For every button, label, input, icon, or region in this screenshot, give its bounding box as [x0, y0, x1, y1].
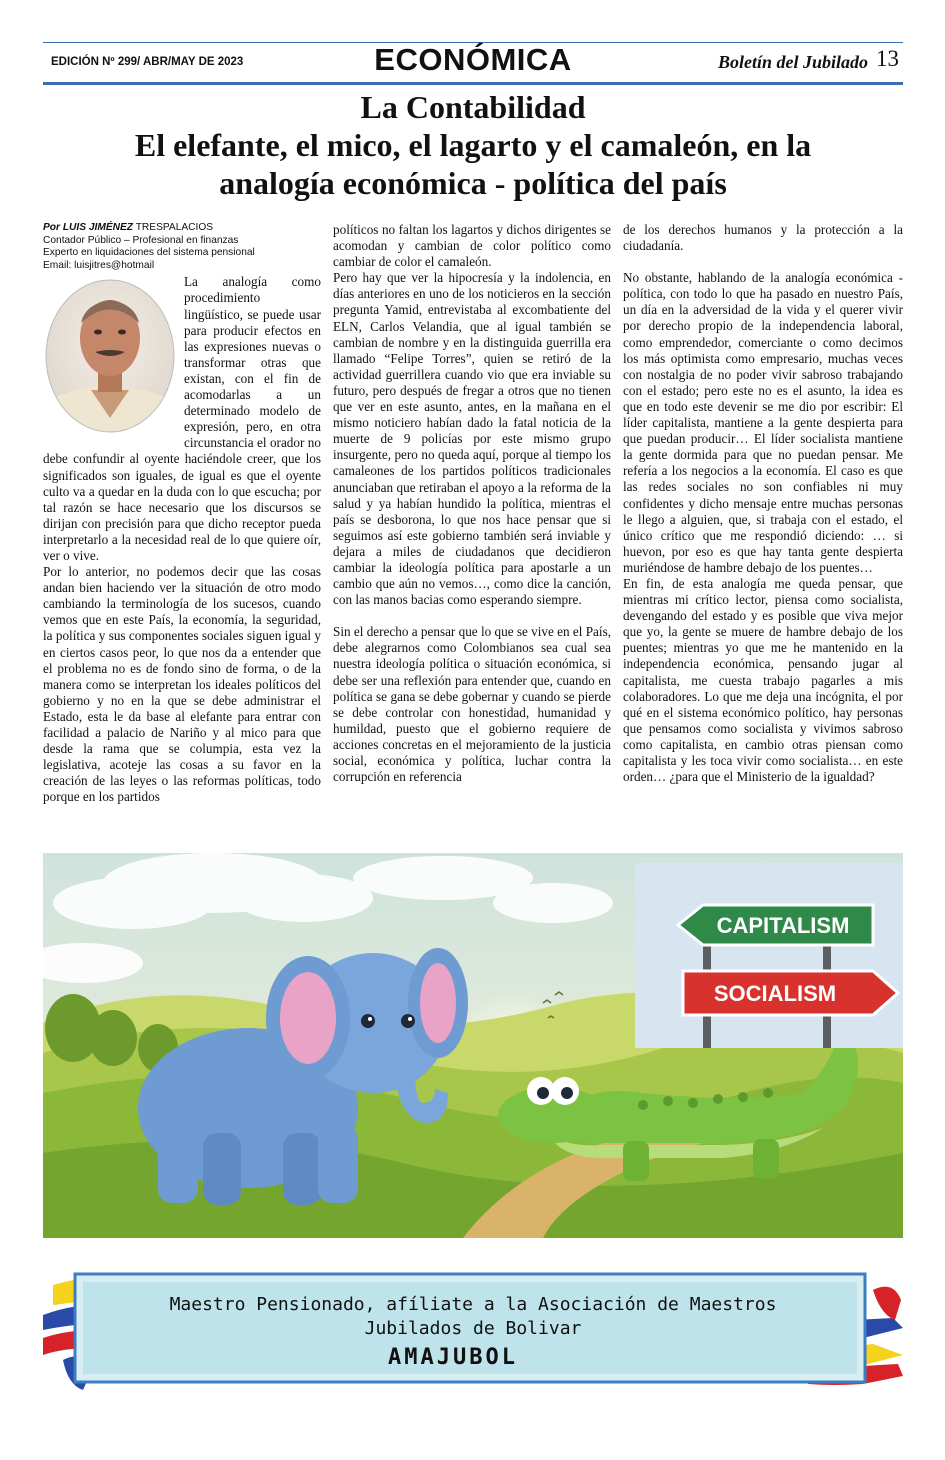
page-number: 13 — [876, 46, 899, 71]
article-illustration — [43, 853, 903, 1238]
col3-paragraph-2: No obstante, hablando de la analogía económica - política, con todo lo que ha pasado en nuestro País, un día en la adversidad de la vida y el querer vivir por derecho propio de la independencia laboral, como emprendedor, comerciante o como decimos los más optimista como empresario, muchas veces con nostalgia de no poder vivir sabroso trabajando con el estado; pero este no es el asunto, la idea es que en todo este devenir se me dio por escribir: El líder capitalista, mantiene a la gente despierta para que puedan producir… El líder socialista mantiene la gente dormida para que no puedan pensar. Me refería a los negocios a la economía. El caso es que las redes sociales no son confiables ni muy confidentes y dicho mensaje entre muchas personas le llego a alguien, que, si trabaja con el estado, el único crítico que me respondió diciendo: … si huevon, por eso es que hay tanta gente despierta muriéndose de hambre debajo de los puentes… — [623, 270, 903, 575]
amajubol-banner — [43, 1260, 903, 1400]
flag-banner-graphic — [43, 1260, 903, 1400]
title-line-3: analogía económica - política del país — [219, 165, 727, 201]
author-photo — [43, 278, 178, 438]
col2-paragraph-3: Sin el derecho a pensar que lo que se vive en el País, debe alegrarnos como Colombianos sea cual sea nuestra ideología política o situación económica, si debe ser una reflexión para entender que, cuando en política se gana se debe gobernar y cuando se pierde se debe controlar con honestidad, humanidad y humildad, puesto que el gobierno requiere de acciones concretas en el mejoramiento de la justicia social, económica y política, luchar contra la corrupción en referencia — [333, 624, 611, 785]
byline — [43, 222, 321, 272]
author-role-1: Contador Público – Profesional en finanzas — [43, 234, 239, 246]
col1-paragraph-2: Por lo anterior, no podemos decir que las cosas andan bien haciendo ver la situación de otro modo cambiando la terminología de los sucesos, cuando vemos que en este País, la economía, la seguridad, la política y sus componentes sociales siguen igual y en ciertos casos peor, lo que nos da a entender que el problema no es de fondo sino de forma, o de la manera como se interpretan los ideales políticos del gobierno y no en la que se debe administrar el Estado, esta le da base al elefante para entrar con facilidad a palacio de Nariño y al mico para que desde la rama que se columpia, esta vez la legislativa, acoteje las cosas a su favor en la creación de las leyes o las reformas políticas, todo porque en los partidos — [43, 564, 321, 805]
sign-socialism-text: SOCIALISM — [713, 981, 837, 1006]
section-title: ECONÓMICA — [374, 42, 572, 77]
title-line-1: La Contabilidad — [360, 89, 586, 125]
banner-line-2: Jubilados de Bolivar — [364, 1318, 582, 1339]
edition-label: EDICIÓN Nº 299/ ABR/MAY DE 2023 — [51, 56, 244, 68]
byline-prefix: Por — [43, 222, 60, 233]
title-line-2: El elefante, el mico, el lagarto y el camaleón, en la — [134, 127, 812, 163]
col2-paragraph-2: Pero hay que ver la hipocresía y la indolencia, en días anteriores en uno de los noticieros en la sección pregunta Yamid, entrevistaba al excombatiente del ELN, Carlos Velandia, que al igual también se cambian de nombre y en la distinguida guerrilla era llamado “Felipe Torres”, quien se retiró de la actividad guerrillera cuando vio que era inviable su futuro, pero después de fregar a otros que no tienen que ver en este asunto, antes, en la mañana en el mismo noticiero habían dado la fatal noticia de la muerte de 9 policías por este mismo grupo insurgente, pero no queda aquí, porque al tiempo los camaleones de los partidos políticos tradicionales anunciaban que retiraban el apoyo a la reforma de la salud y ya habían hundido la política, mientras el país se desborona, lo que nos hace pensar que si seguimos así este gobierno también será inviable y dejara a miles de ciudadanos que decidieron cambiar la ideología política para apostarle a un cambio que aún no vemos…, como dice la canción, con las manos bacias como esperando siempre. — [333, 270, 611, 608]
article-column-2 — [333, 222, 611, 785]
author-name-bold: LUIS JIMÉNEZ — [62, 222, 134, 233]
banner-line-1: Maestro Pensionado, afíliate a la Asociación de Maestros — [169, 1294, 777, 1315]
article-column-3 — [623, 222, 903, 785]
banner-line-3: AMAJUBOL — [388, 1345, 518, 1370]
elephant-crocodile-illustration — [43, 853, 903, 1238]
col2-paragraph-1: políticos no faltan los lagartos y dichos dirigentes se acomodan y cambian de color político como cambiar de color el camaleón. — [333, 222, 611, 270]
capitalism-socialism-sign — [635, 863, 903, 1048]
header-bottom-rule — [43, 82, 903, 85]
author-role-2: Experto en liquidaciones del sistema pensional — [43, 247, 255, 259]
article-title — [43, 88, 903, 202]
col1-paragraph-1: La analogía como procedimiento lingüístico, se puede usar para producir efectos en las expresiones nuevas o transformar otras que existan, con el fin de acomodarlas a un determinado modelo de expresión, pero, en otra circunstancia el orador no debe confundir al oyente haciéndole creer, que los significados son iguales, de igual es que el oyente culto va a quedar en la duda con lo que escucha; por tal razón se hace necesario que los discursos se dirijan con precisión para que dicho receptor pueda interpretarlo a la necesidad real de lo que quiere oír, ver o vive. — [43, 274, 321, 563]
author-email: Email: luisjitres@hotmail — [43, 259, 155, 271]
author-name-rest: TRESPALACIOS — [135, 222, 214, 233]
article-column-1 — [43, 222, 321, 805]
col3-paragraph-1: de los derechos humanos y la protección a la ciudadanía. — [623, 222, 903, 254]
sign-capitalism-text: CAPITALISM — [716, 913, 850, 938]
col3-paragraph-3: En fin, de esta analogía me queda pensar, que mientras mi crítico lector, piensa como socialista, devengando del estado y es posible que viva mejor que yo, la gente se muere de hambre debajo de los puentes; mientras yo que me he mantenido en la independencia económica, pensando jugar al capitalista, me cuesta trabajo pagarles a mis colaboradores. Lo que me deja una incógnita, el por qué en el sistema económico político, hay personas que pensamos como socialista y vivimos sabroso como capitalista, en cambio otras piensan como capitalista y les toca vivir como socialista… en este orden… ¿para que el Ministerio de la igualdad? — [623, 575, 903, 785]
page-header — [43, 40, 903, 82]
publication-name: Boletín del Jubilado — [717, 52, 868, 72]
